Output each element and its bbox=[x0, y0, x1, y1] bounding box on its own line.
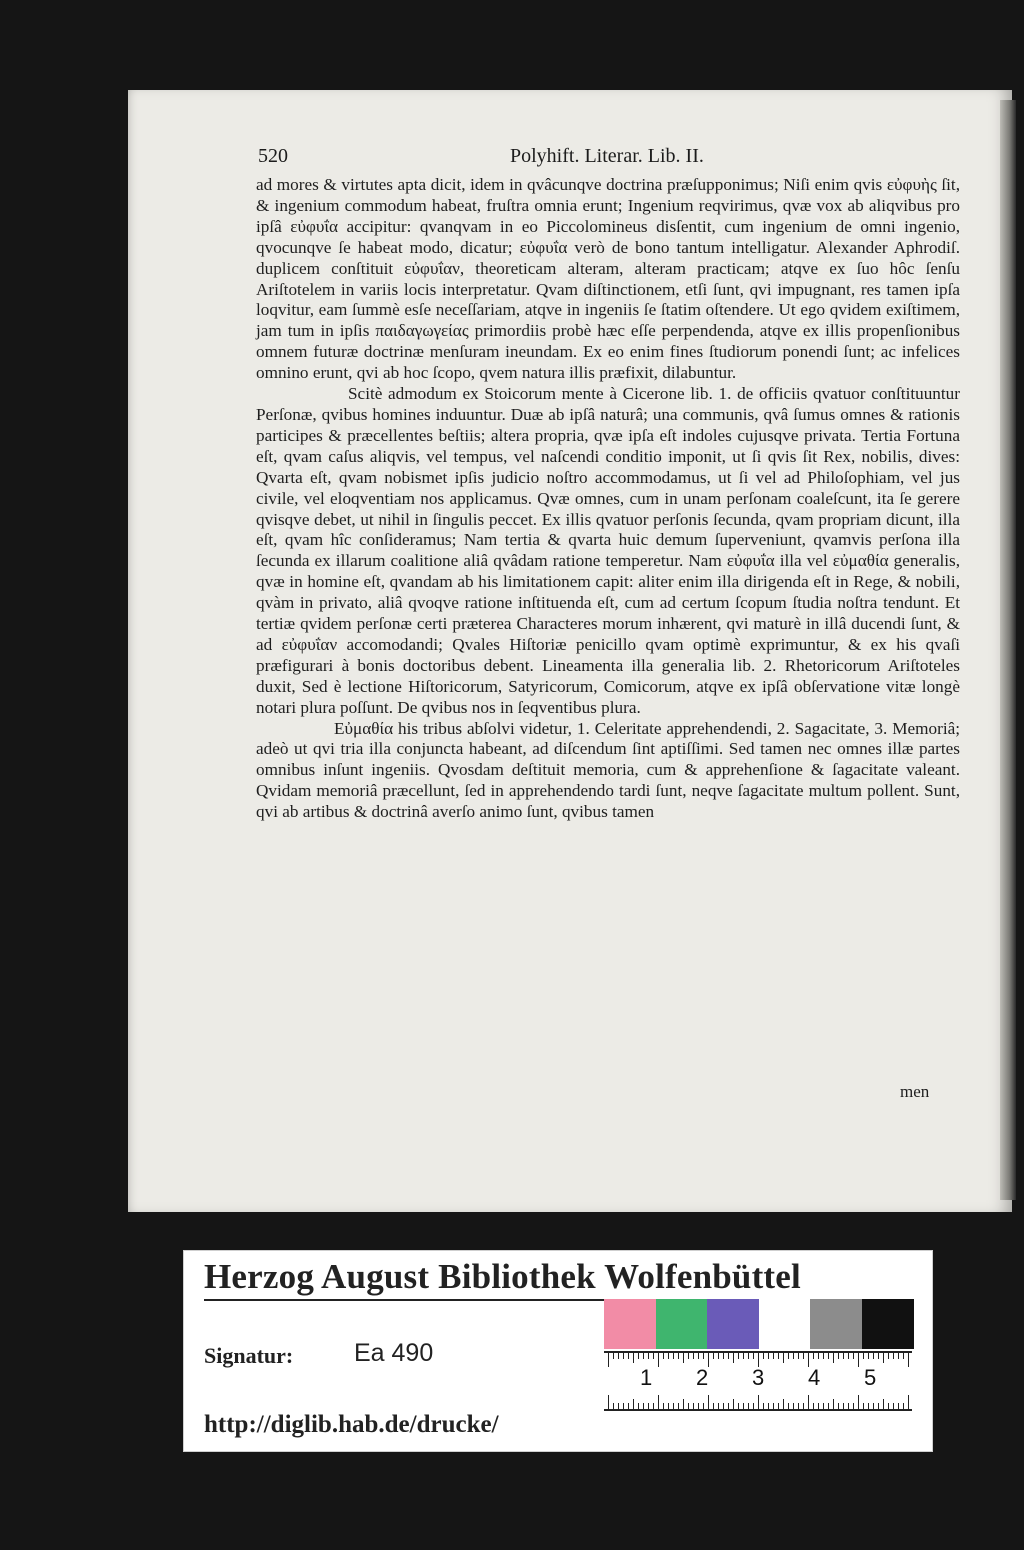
ruler-tick bbox=[753, 1353, 754, 1359]
body-text bbox=[256, 175, 960, 823]
ruler-tick bbox=[903, 1353, 904, 1359]
ruler-tick bbox=[768, 1353, 769, 1359]
ruler-tick bbox=[908, 1395, 909, 1409]
ruler-tick bbox=[718, 1403, 719, 1409]
ruler-tick bbox=[608, 1353, 609, 1367]
ruler-tick bbox=[703, 1403, 704, 1409]
ruler-tick bbox=[808, 1395, 809, 1409]
ruler-tick bbox=[678, 1353, 679, 1359]
ruler-tick bbox=[813, 1403, 814, 1409]
ruler-tick bbox=[858, 1395, 859, 1409]
ruler-tick bbox=[773, 1403, 774, 1409]
ruler-tick bbox=[738, 1353, 739, 1359]
ruler-tick bbox=[653, 1353, 654, 1359]
ruler-number: 2 bbox=[696, 1365, 709, 1390]
ruler-tick bbox=[698, 1403, 699, 1409]
ruler-tick bbox=[633, 1399, 634, 1409]
ruler-tick bbox=[818, 1353, 819, 1359]
ruler-tick bbox=[693, 1403, 694, 1409]
ruler-tick bbox=[643, 1353, 644, 1359]
ruler-tick bbox=[898, 1353, 899, 1359]
ruler-tick bbox=[823, 1403, 824, 1409]
ruler-tick bbox=[873, 1353, 874, 1359]
ruler-tick bbox=[713, 1353, 714, 1359]
ruler-tick bbox=[903, 1403, 904, 1409]
ruler-tick bbox=[838, 1353, 839, 1359]
ruler-tick bbox=[853, 1353, 854, 1359]
ruler-tick bbox=[693, 1353, 694, 1359]
ruler-tick bbox=[703, 1353, 704, 1359]
ruler-tick bbox=[798, 1403, 799, 1409]
ruler-tick bbox=[793, 1353, 794, 1359]
ruler-tick bbox=[628, 1353, 629, 1359]
ruler-tick bbox=[613, 1403, 614, 1409]
ruler-tick bbox=[888, 1403, 889, 1409]
ruler-tick bbox=[833, 1353, 834, 1363]
ruler-number: 1 bbox=[640, 1365, 653, 1390]
ruler-tick bbox=[623, 1403, 624, 1409]
ruler-tick bbox=[818, 1403, 819, 1409]
ruler-tick bbox=[638, 1403, 639, 1409]
ruler-tick bbox=[828, 1353, 829, 1359]
ruler-tick bbox=[728, 1403, 729, 1409]
paragraph-2: Scitè admodum ex Stoicorum mente à Cicerone lib. 1. de officiis qvatuor conſtituuntur Perſonæ, qvibus homines induuntur. Duæ ab ipſâ naturâ; una communis, qvâ ſumus omnes & rationis participes & præcellentes beſtiis; altera propria, qvæ ipſa eſt indoles cujusqve privata. Tertia Fortuna eſt, qvam caſus aliqvis, vel tempus, vel naſcendi conditio imponit, ut ſi qvis ſit Rex, nobilis, dives: Qvarta eſt, qvam nobismet ipſis judicio noſtro accommodamus, ut ſi vel ad Philoſophiam, vel jus civile, vel eloqventiam nos applicamus. Qvæ omnes, cum in unam perſonam coaleſcunt, ita ſe gerere qvisqve debet, ut nihil in ſingulis peccet. Ex illis qvatuor perſonis ſecunda, qvam propriam dicunt, illa eſt, qvam hîc conſideramus; Nam tertia & qvarta huic demum ſuperveniunt, qvamvis perſona illa ſecunda ex illarum coalitione aliâ qvâdam ratione temperetur. Nam εὐφυΐα illa vel εὐμαθία generalis, qvæ in homine eſt, qvandam ab his limitationem capit: aliter enim illa dirigenda eſt in Rege, & nobili, qvàm in privato, aliâ qvoqve ratione inſtituenda eſt, cum ad certum ſcopum ſtudia noſtra tendunt. Et tertiæ qvidem perſonæ certi præterea Characteres morum inhærent, qvi maturè in illâ ducendi ſunt, & ad εὐφυΐαν accomodandi; Qvales Hiſtoriæ penicillo qvam optimè exprimuntur, & ex his qvaſi præfigurari à bonis doctoribus debent. Lineamenta illa generalia lib. 2. Rhetoricorum Ariſtoteles duxit, Sed è lectione Hiſtoricorum, Satyricorum, Comicorum, atqve ex ipſâ obſervatione vitæ longè notari plura poſſunt. De qvibus nos in ſeqventibus plura. bbox=[256, 384, 960, 717]
ruler-tick bbox=[893, 1353, 894, 1359]
signatur-label: Signatur: bbox=[204, 1343, 294, 1368]
ruler-tick bbox=[863, 1353, 864, 1359]
ruler-number: 5 bbox=[864, 1365, 877, 1390]
ruler-tick bbox=[708, 1395, 709, 1409]
ruler-tick bbox=[663, 1403, 664, 1409]
color-swatch bbox=[759, 1299, 811, 1349]
ruler-tick bbox=[748, 1403, 749, 1409]
ruler-tick bbox=[668, 1403, 669, 1409]
ruler-tick bbox=[608, 1395, 609, 1409]
ruler-tick bbox=[878, 1353, 879, 1359]
ruler-tick bbox=[823, 1353, 824, 1359]
ruler-tick bbox=[618, 1403, 619, 1409]
ruler-tick bbox=[763, 1353, 764, 1359]
ruler-tick bbox=[718, 1353, 719, 1359]
ruler-tick bbox=[853, 1403, 854, 1409]
ruler-tick bbox=[893, 1403, 894, 1409]
ruler-tick bbox=[883, 1353, 884, 1363]
color-swatch bbox=[810, 1299, 862, 1349]
ruler-tick bbox=[868, 1403, 869, 1409]
ruler-tick bbox=[723, 1353, 724, 1359]
ruler-tick bbox=[768, 1403, 769, 1409]
ruler-tick bbox=[813, 1353, 814, 1359]
ruler-tick bbox=[848, 1403, 849, 1409]
ruler-tick bbox=[788, 1403, 789, 1409]
page-number: 520 bbox=[258, 145, 288, 167]
library-title: Herzog August Bibliothek Wolfenbüttel bbox=[204, 1257, 801, 1296]
ruler-tick bbox=[898, 1403, 899, 1409]
ruler-tick bbox=[618, 1353, 619, 1359]
ruler-tick bbox=[888, 1353, 889, 1359]
ruler-tick bbox=[638, 1353, 639, 1359]
ruler-tick bbox=[868, 1353, 869, 1359]
ruler-tick bbox=[798, 1353, 799, 1359]
ruler-tick bbox=[778, 1353, 779, 1359]
ruler-tick bbox=[688, 1353, 689, 1359]
ruler-tick bbox=[723, 1403, 724, 1409]
ruler-tick bbox=[793, 1403, 794, 1409]
ruler-tick bbox=[643, 1403, 644, 1409]
paragraph-1: ad mores & virtutes apta dicit, idem in qvâcunqve doctrina præſupponimus; Niſi enim qvis εὐφυὴς ſit, & ingenium commodum habeat, fruſtra omnia erunt; Ingenium reqvirimus, qvæ vox ab aliqvibus pro ipſâ εὐφυΐα accipitur: qvanqvam in eo Piccolomineus disſentit, cum ingenium de omni ingenio, qvocunqve ſe habeat modo, dicatur; εὐφυΐα verò de bono tantum intelligatur. Alexander Aphrodiſ. duplicem conſtituit εὐφυΐαν, theoreticam alteram, alteram practicam; atqve ex ſuo hôc ſenſu Ariſtotelem in variis locis interpretatur. Qvam diſtinctionem, etſi ſunt, qvi impugnant, res tamen ipſa loqvitur, eam ſummè esſe neceſſariam, atqve in ingeniis ſe ſtatim oſtendere. Ut ego qvidem exiſtimem, jam tum in ipſis παιδαγωγείας primordiis probè hæc eſſe perpendenda, atqve ex illis propenſionibus omnem futuræ doctrinæ menſuram ineundam. Ex eo enim fines ſtudiorum ponendi ſunt; ac infelices omnino erunt, qvi ab hoc ſcopo, qvem natura illis præfixit, dilabuntur. bbox=[256, 175, 960, 383]
ruler-tick bbox=[713, 1403, 714, 1409]
running-title: Polyhift. Literar. Lib. II. bbox=[510, 145, 704, 167]
ruler-tick bbox=[683, 1353, 684, 1363]
ruler-tick bbox=[873, 1403, 874, 1409]
ruler-tick bbox=[843, 1353, 844, 1359]
ruler-tick bbox=[843, 1403, 844, 1409]
ruler-tick bbox=[783, 1399, 784, 1409]
library-strip bbox=[183, 1250, 933, 1452]
ruler-tick bbox=[633, 1353, 634, 1363]
ruler-tick bbox=[648, 1353, 649, 1359]
ruler-tick bbox=[663, 1353, 664, 1359]
ruler-tick bbox=[688, 1403, 689, 1409]
ruler-tick bbox=[838, 1403, 839, 1409]
ruler-tick bbox=[848, 1353, 849, 1359]
signatur-value: Ea 490 bbox=[354, 1339, 434, 1367]
library-url[interactable]: http://diglib.hab.de/drucke/ bbox=[204, 1411, 499, 1438]
ruler-tick bbox=[613, 1353, 614, 1359]
color-swatch bbox=[604, 1299, 656, 1349]
ruler-tick bbox=[668, 1353, 669, 1359]
ruler-tick bbox=[658, 1395, 659, 1409]
ruler-tick bbox=[763, 1403, 764, 1409]
ruler-tick bbox=[678, 1403, 679, 1409]
color-swatch bbox=[656, 1299, 708, 1349]
ruler-tick bbox=[728, 1353, 729, 1359]
ruler-tick bbox=[698, 1353, 699, 1359]
ruler-tick bbox=[733, 1353, 734, 1363]
ruler-tick bbox=[623, 1353, 624, 1359]
ruler-tick bbox=[628, 1403, 629, 1409]
ruler-tick bbox=[743, 1353, 744, 1359]
ruler-tick bbox=[773, 1353, 774, 1359]
color-swatch bbox=[862, 1299, 914, 1349]
ruler-tick bbox=[683, 1399, 684, 1409]
running-head bbox=[258, 145, 958, 171]
ruler-tick bbox=[653, 1403, 654, 1409]
ruler-number: 4 bbox=[808, 1365, 821, 1390]
catchword: men bbox=[900, 1082, 930, 1101]
ruler-tick bbox=[803, 1403, 804, 1409]
color-swatches bbox=[604, 1299, 914, 1349]
ruler-tick bbox=[673, 1403, 674, 1409]
ruler-tick bbox=[783, 1353, 784, 1363]
ruler-tick bbox=[908, 1353, 909, 1367]
ruler-tick bbox=[883, 1399, 884, 1409]
ruler-tick bbox=[738, 1403, 739, 1409]
ruler-number: 3 bbox=[752, 1365, 765, 1390]
ruler-tick bbox=[733, 1399, 734, 1409]
ruler-tick bbox=[828, 1403, 829, 1409]
ruler-tick bbox=[673, 1353, 674, 1359]
ruler-tick bbox=[863, 1403, 864, 1409]
ruler-tick bbox=[858, 1353, 859, 1367]
ruler-tick bbox=[748, 1353, 749, 1359]
ruler-tick bbox=[758, 1395, 759, 1409]
page-edge bbox=[1000, 100, 1016, 1200]
ruler-tick bbox=[803, 1353, 804, 1359]
ruler-tick bbox=[658, 1353, 659, 1367]
ruler-tick bbox=[788, 1353, 789, 1359]
ruler-tick bbox=[743, 1403, 744, 1409]
ruler-tick bbox=[833, 1399, 834, 1409]
paragraph-3: Εὐμαθία his tribus abſolvi videtur, 1. Celeritate apprehendendi, 2. Sagacitate, 3. Memoriâ; adeò ut qvi tria illa conjuncta habeant, ad diſcendum ſint aptiſſimi. Sed tamen nec omnes illæ partes omnibus inſunt ingeniis. Qvosdam deſtituit memoria, cum & apprehenſione & ſagacitate valeant. Qvidam memoriâ præcellunt, ſed in apprehendendo tardi ſunt, neqve ſagacitate multum pollent. Sunt, qvi ab artibus & doctrinâ averſo animo ſunt, qvibus tamen bbox=[256, 718, 960, 822]
color-swatch bbox=[707, 1299, 759, 1349]
ruler-tick bbox=[778, 1403, 779, 1409]
ruler-tick bbox=[753, 1403, 754, 1409]
ruler-tick bbox=[878, 1403, 879, 1409]
ruler-tick bbox=[648, 1403, 649, 1409]
scale-ruler bbox=[604, 1351, 912, 1411]
